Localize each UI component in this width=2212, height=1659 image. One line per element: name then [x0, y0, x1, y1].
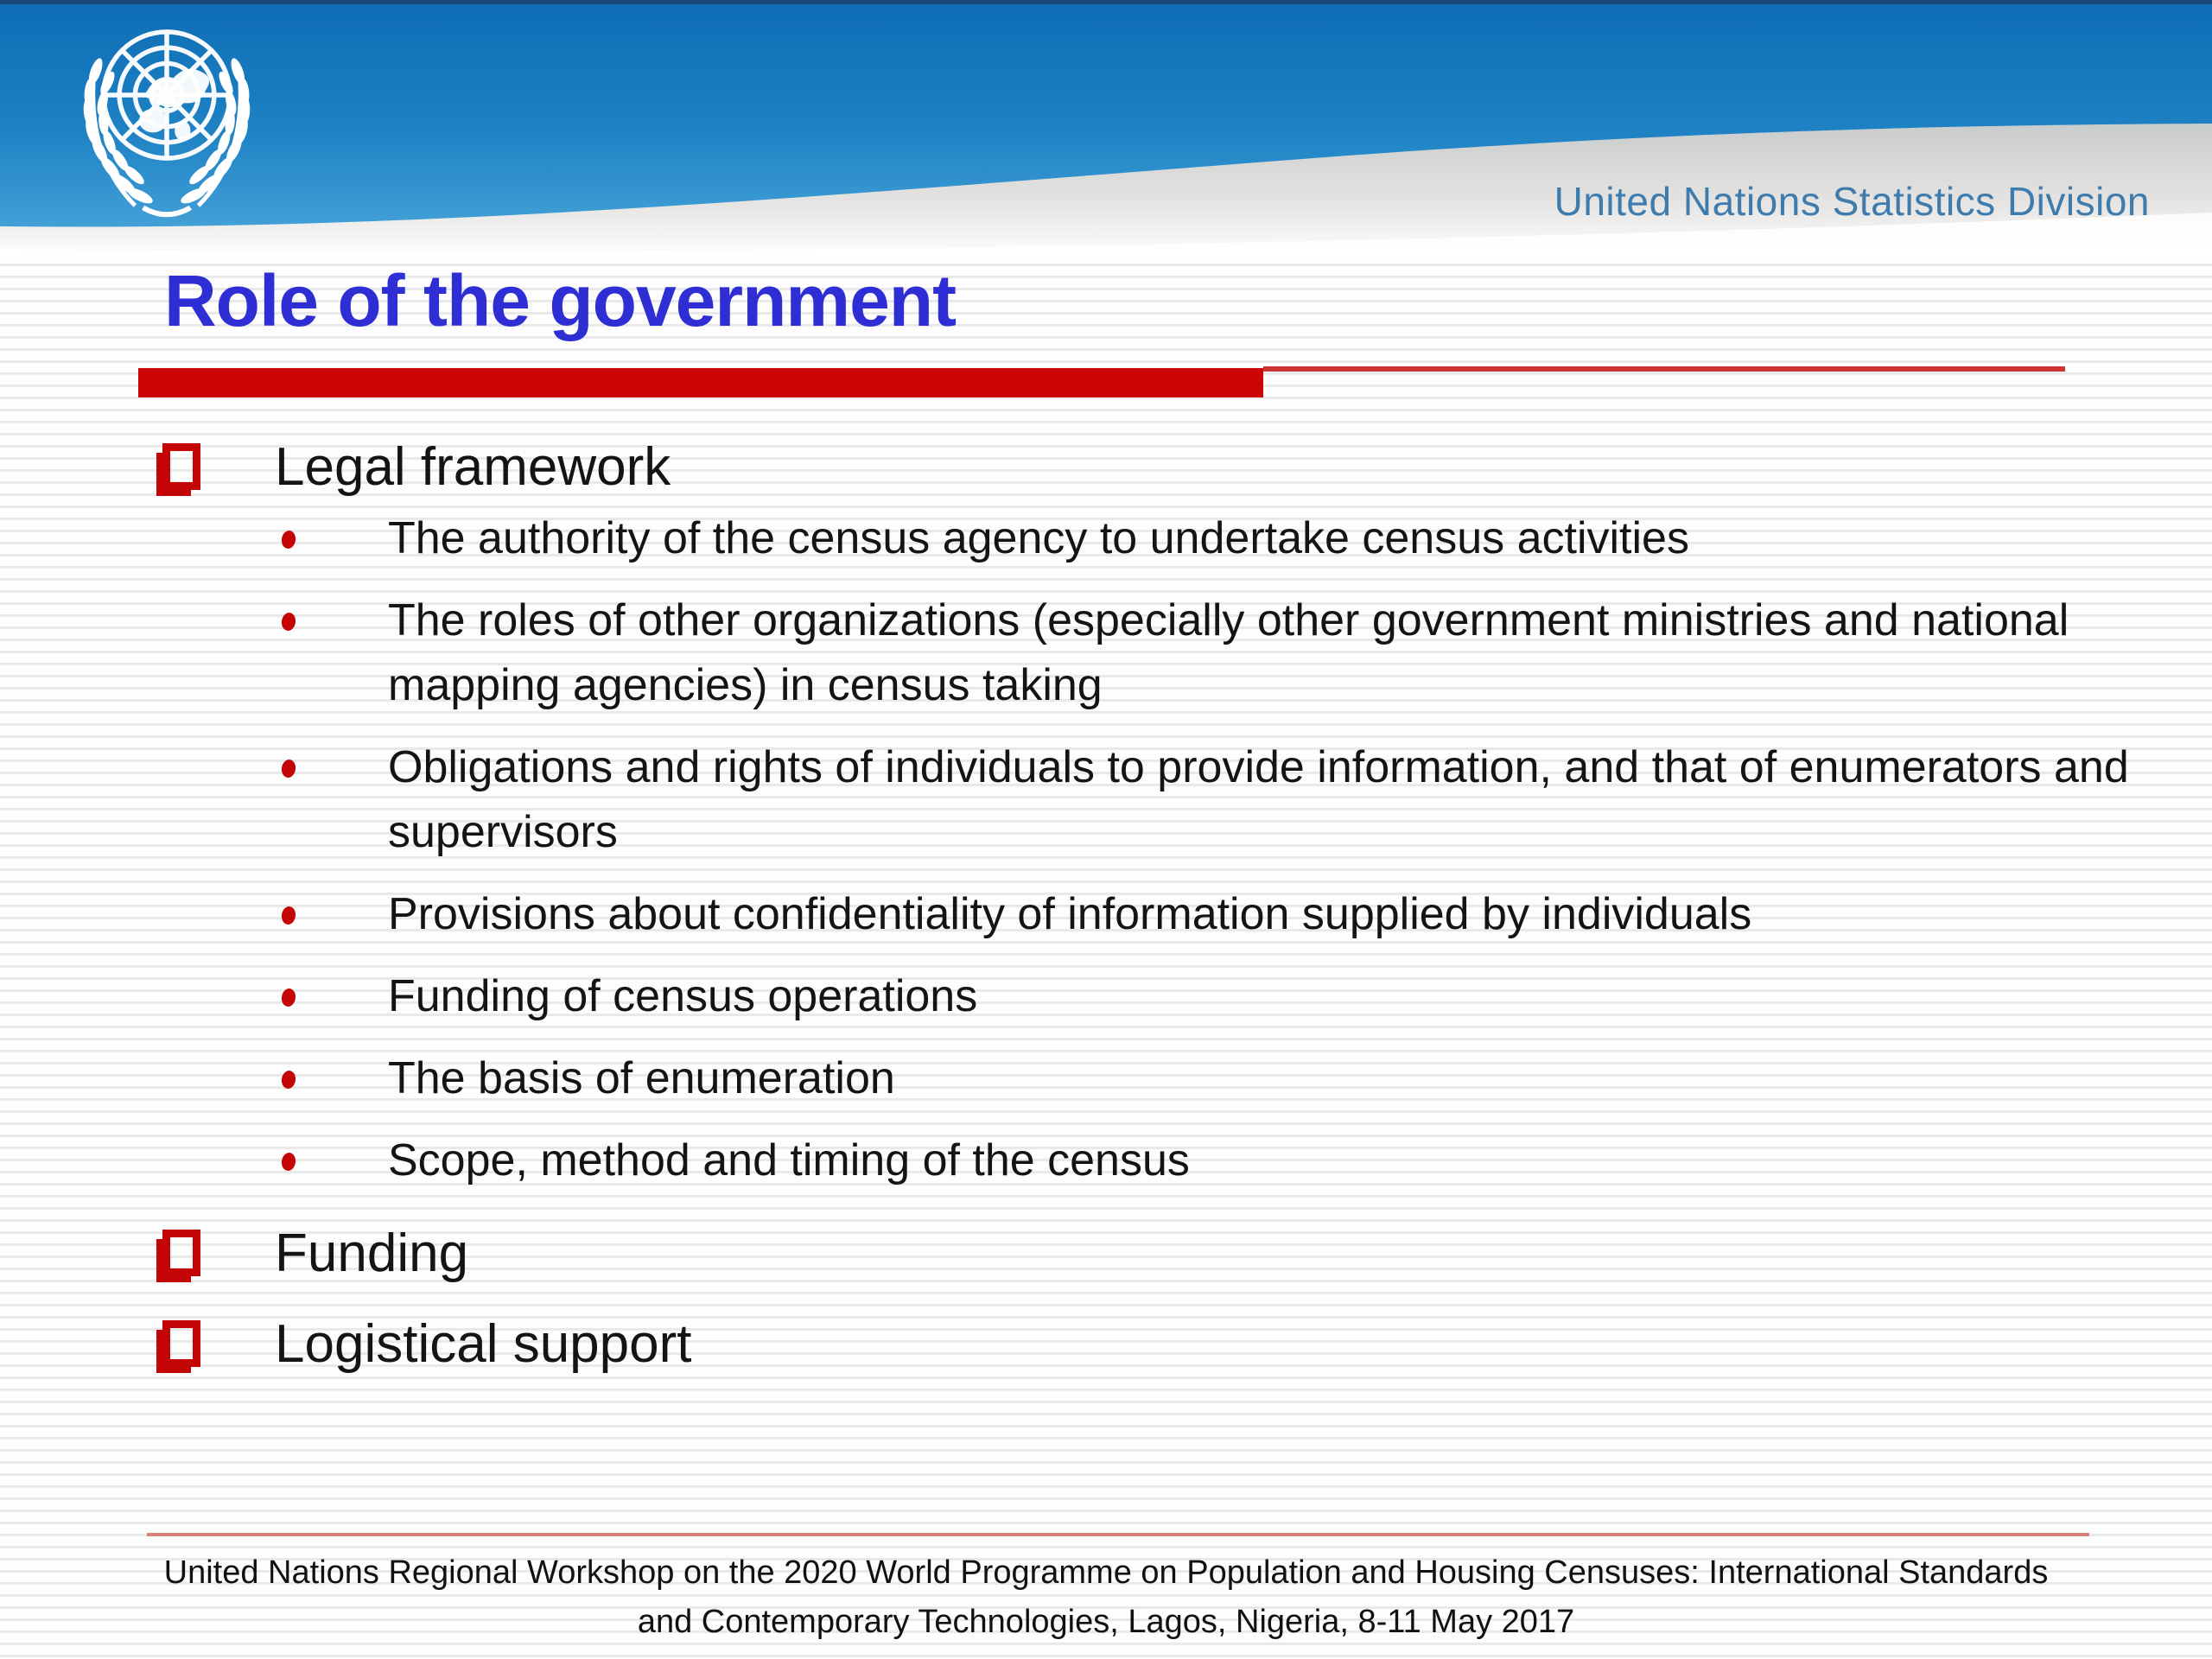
footer-line-2: and Contemporary Technologies, Lagos, Nigeria, 8-11 May 2017	[637, 1604, 1575, 1640]
title-underline-thin-line	[1263, 366, 2065, 372]
checkbox-bullet-icon	[162, 1320, 200, 1367]
checkbox-bullet-icon	[162, 1230, 200, 1276]
list-item-text: The authority of the census agency to undertake census activities	[388, 513, 1689, 563]
footer-divider	[147, 1533, 2089, 1536]
content-list	[0, 407, 2212, 1383]
checkbox-list-item	[0, 1313, 2212, 1375]
dot-list-item	[0, 735, 2212, 865]
checkbox-bullet-icon	[162, 443, 200, 490]
dot-bullet-icon	[281, 906, 297, 925]
dot-list-item	[0, 964, 2212, 1029]
dot-bullet-icon	[281, 988, 297, 1007]
page-title: Role of the government	[164, 260, 957, 341]
dot-list-item	[0, 882, 2212, 947]
list-item-text: Legal framework	[275, 437, 671, 497]
dot-list-item	[0, 1046, 2212, 1111]
list-item-text: Scope, method and timing of the census	[388, 1135, 1190, 1185]
list-item-text: Logistical support	[275, 1314, 692, 1374]
footer-text	[0, 1548, 2212, 1647]
org-label: United Nations Statistics Division	[1554, 179, 2150, 224]
dot-list-item	[0, 506, 2212, 571]
footer-line-1: United Nations Regional Workshop on the 2020 World Programme on Population and Housing Censuses: International Standards	[163, 1554, 2049, 1591]
dot-bullet-icon	[281, 1070, 297, 1090]
checkbox-list-item	[0, 436, 2212, 498]
list-item-text: Provisions about confidentiality of information supplied by individuals	[388, 889, 1752, 939]
title-underline-bar	[138, 368, 1263, 397]
dot-bullet-icon	[281, 759, 297, 779]
list-item-text: Funding of census operations	[388, 971, 978, 1021]
dot-bullet-icon	[281, 1152, 297, 1172]
list-item-text: Funding	[275, 1224, 469, 1283]
header-banner	[0, 0, 2212, 259]
checkbox-list-item	[0, 1223, 2212, 1284]
list-item-text: The basis of enumeration	[388, 1053, 895, 1103]
list-item-text: Obligations and rights of individuals to provide information, and that of enumerators and supervisors	[388, 742, 2129, 857]
list-item-text: The roles of other organizations (especially other government ministries and national mapping agencies) in census taking	[388, 595, 2069, 710]
dot-list-item	[0, 588, 2212, 718]
dot-bullet-icon	[281, 530, 297, 550]
dot-list-item	[0, 1128, 2212, 1193]
un-logo-icon	[67, 12, 266, 233]
dot-bullet-icon	[281, 612, 297, 632]
